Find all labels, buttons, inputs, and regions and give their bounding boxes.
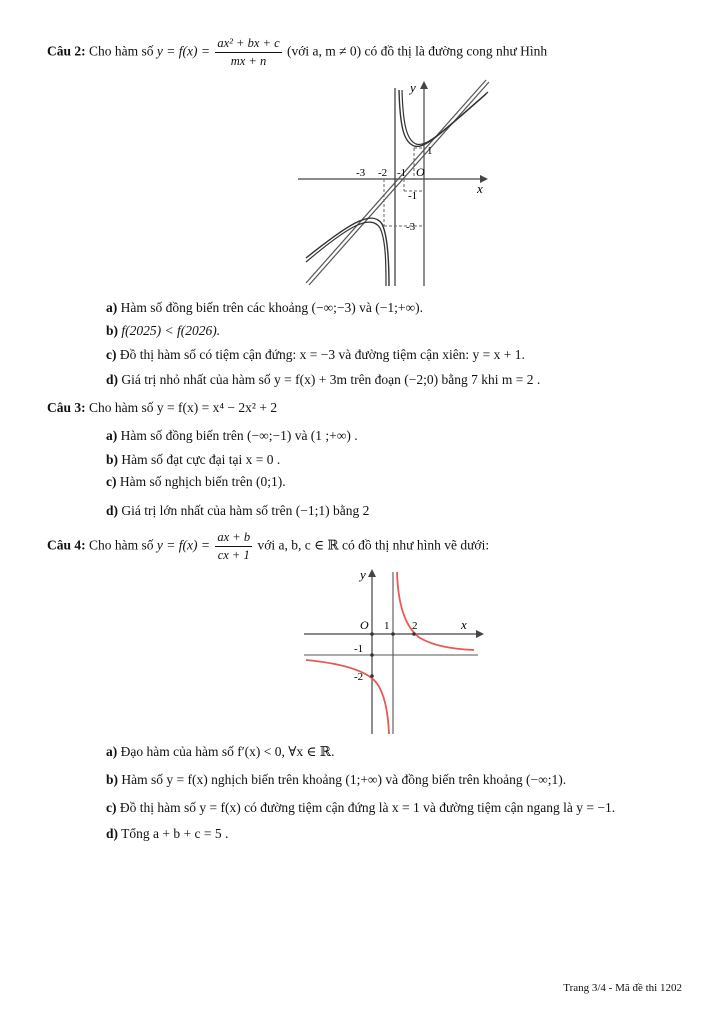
q2-curve-right [399, 90, 486, 146]
q2-label: Câu 2: [47, 43, 86, 59]
q4-point-2 [412, 632, 416, 636]
q2-tick-y1: 1 [427, 145, 433, 157]
q4-tail: với a, b, c ∈ ℝ có đồ thị như hình vẽ dưới: [257, 537, 490, 553]
q2-condition: (với a, m ≠ 0) [287, 43, 362, 59]
q4-option-b [106, 772, 566, 788]
q2-graph [296, 78, 492, 290]
q2-b-text: f(2025) < f(2026). [121, 323, 221, 338]
q2-c-text: Đồ thị hàm số có tiệm cận đứng: x = −3 và đường tiệm cận xiên: y = x + 1. [119, 347, 525, 362]
q4-intro: Cho hàm số [89, 537, 154, 553]
q2-y-arrow [420, 81, 428, 89]
q2-numerator: ax² + bx + c [215, 36, 281, 53]
q2-oblique-asymptote-2 [309, 82, 489, 285]
q4-y-label: y [360, 567, 366, 582]
q4-curve-left [306, 660, 389, 734]
q3-label: Câu 3: [47, 400, 86, 415]
q2-header [47, 36, 547, 69]
q4-label: Câu 4: [47, 537, 86, 553]
q2-b-label: b) [106, 323, 119, 338]
q2-intro: Cho hàm số [89, 43, 154, 59]
q4-tick-m1: -1 [354, 643, 364, 655]
q2-tick-ym3: -3 [406, 221, 416, 233]
q4-graph [302, 566, 486, 736]
q4-d-label: d) [106, 826, 119, 841]
q2-fraction [215, 36, 281, 69]
q3-b-label: b) [106, 452, 119, 467]
q4-fx: y = f(x) = [156, 537, 210, 553]
q3-intro: Cho hàm số y = f(x) = x⁴ − 2x² + 2 [89, 400, 278, 415]
q4-numerator: ax + b [215, 530, 252, 547]
q2-tick-m1x: -1 [397, 167, 407, 179]
q4-fraction [215, 530, 252, 563]
q2-tick-m3: -3 [356, 167, 366, 179]
q2-curve-left-2 [306, 222, 386, 286]
q4-c-label: c) [106, 800, 117, 815]
q2-option-a [106, 300, 423, 316]
q4-option-a [106, 744, 335, 760]
q4-curve-right [397, 572, 474, 650]
q4-x-label: x [461, 617, 467, 632]
q4-x-arrow [476, 630, 484, 638]
q3-header [47, 400, 277, 416]
q2-origin-label: O [416, 165, 425, 179]
q4-point-origin [370, 632, 374, 636]
q4-b-text: Hàm số y = f(x) nghịch biến trên khoảng (1;+∞) và đồng biến trên khoảng (−∞;1). [121, 772, 567, 787]
q2-a-label: a) [106, 300, 118, 315]
page-footer: Trang 3/4 - Mã đề thi 1202 [563, 982, 682, 994]
q3-option-d [106, 503, 369, 519]
q2-option-c [106, 347, 525, 363]
q3-a-text: Hàm số đồng biến trên (−∞;−1) và (1 ;+∞) . [120, 428, 358, 443]
q2-c-label: c) [106, 347, 117, 362]
q2-a-text: Hàm số đồng biến trên các khoảng (−∞;−3) và (−1;+∞). [120, 300, 423, 315]
q3-c-text: Hàm số nghịch biến trên (0;1). [119, 474, 286, 489]
q3-c-label: c) [106, 474, 117, 489]
q2-y-label: y [410, 80, 416, 95]
q2-fx: y = f(x) = [156, 43, 210, 59]
q4-point-1 [391, 632, 395, 636]
q2-tick-m2: -2 [378, 167, 388, 179]
q2-oblique-asymptote [306, 80, 486, 283]
q4-a-text: Đạo hàm của hàm số f′(x) < 0, ∀x ∈ ℝ. [120, 744, 335, 759]
q3-d-text: Giá trị lớn nhất của hàm số trên (−1;1) bằng 2 [121, 503, 370, 518]
q3-option-a [106, 428, 358, 444]
q4-tick-1: 1 [384, 620, 390, 632]
q2-tick-ym1: -1 [408, 190, 418, 202]
q4-tick-2: 2 [412, 620, 418, 632]
q2-option-b [106, 323, 220, 339]
q3-b-text: Hàm số đạt cực đại tại x = 0 . [121, 452, 281, 467]
q3-a-label: a) [106, 428, 118, 443]
q4-origin-label: O [360, 618, 369, 632]
q3-option-c [106, 474, 286, 490]
q2-tail: có đồ thị là đường cong như Hình [364, 43, 548, 59]
q4-point-m1 [370, 653, 374, 657]
q4-d-text: Tổng a + b + c = 5 . [121, 826, 229, 841]
q2-denominator: mx + n [230, 54, 267, 68]
q4-a-label: a) [106, 744, 118, 759]
q2-d-label: d) [106, 372, 119, 387]
q4-c-text: Đồ thị hàm số y = f(x) có đường tiệm cận đứng là x = 1 và đường tiệm cận ngang là y = −1. [119, 800, 616, 815]
q2-x-label: x [477, 181, 483, 196]
q2-option-d [106, 372, 540, 388]
q4-point-m2 [370, 674, 374, 678]
q4-tick-m2: -2 [354, 671, 364, 683]
q3-option-b [106, 452, 280, 468]
q4-y-arrow [368, 569, 376, 577]
q3-d-label: d) [106, 503, 119, 518]
q4-b-label: b) [106, 772, 119, 787]
q4-header [47, 530, 489, 563]
q4-denominator: cx + 1 [217, 548, 250, 562]
q4-option-c [106, 800, 615, 816]
q4-option-d [106, 826, 228, 842]
q2-d-text: Giá trị nhỏ nhất của hàm số y = f(x) + 3m trên đoạn (−2;0) bằng 7 khi m = 2 . [121, 372, 541, 387]
